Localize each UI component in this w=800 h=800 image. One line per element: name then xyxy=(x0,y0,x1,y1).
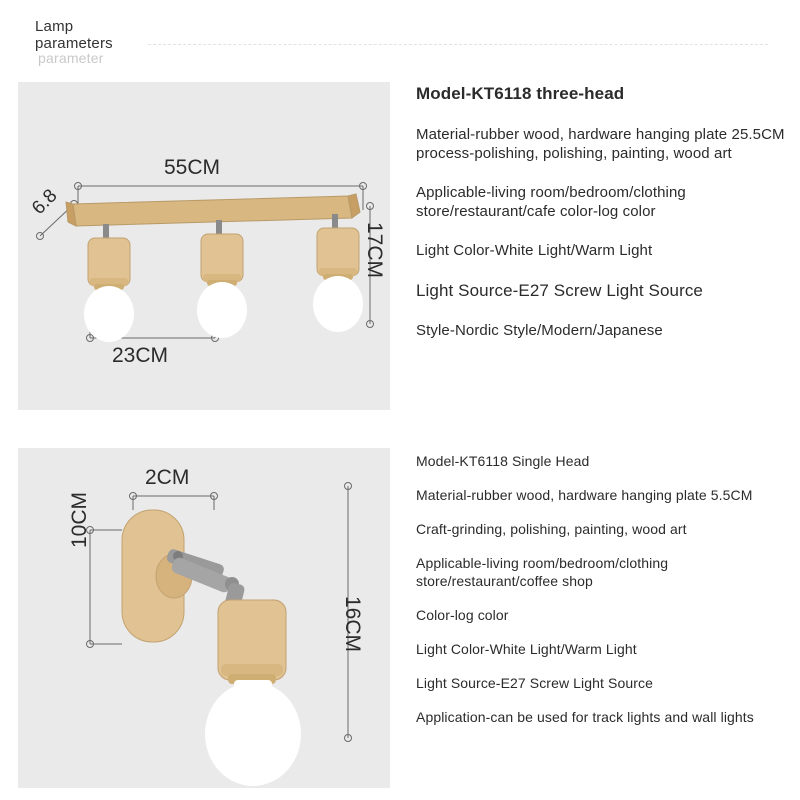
dimension-height-one: 17CM xyxy=(363,222,386,279)
product-two-specs xyxy=(416,452,788,742)
spec-applicable-one: Applicable-living room/bedroom/clothing store/restaurant/cafe color-log color xyxy=(416,184,686,220)
spec-material-one: Material-rubber wood, hardware hanging plate 25.5CM process-polishing, polishing, painting, wood art xyxy=(416,126,785,162)
three-head-lamp-drawing xyxy=(18,82,390,410)
page-header xyxy=(0,0,800,78)
product-one-specs xyxy=(416,84,786,360)
product-one-diagram xyxy=(18,82,390,410)
dimension-plate-two: 10CM xyxy=(68,491,91,548)
dimension-depth-one: 6.8 xyxy=(28,185,62,219)
spec-craft-two: Craft-grinding, polishing, painting, wood art xyxy=(416,521,687,537)
spec-light-source-two: Light Source-E27 Screw Light Source xyxy=(416,675,653,691)
dimension-height-two: 16CM xyxy=(341,596,364,653)
product-two-diagram xyxy=(18,448,390,788)
spec-color-two: Color-log color xyxy=(416,607,509,623)
page-subtitle: parameter xyxy=(38,50,104,66)
dimension-length-one: 55CM xyxy=(164,156,221,179)
dimension-spacing-one: 23CM xyxy=(112,344,169,367)
spec-application-two: Application-can be used for track lights and wall lights xyxy=(416,709,754,725)
spec-light-source-one: Light Source-E27 Screw Light Source xyxy=(416,281,703,300)
header-divider xyxy=(148,44,768,45)
spec-material-two: Material-rubber wood, hardware hanging plate 5.5CM xyxy=(416,487,753,503)
spec-light-color-two: Light Color-White Light/Warm Light xyxy=(416,641,637,657)
dimension-width-two: 2CM xyxy=(145,466,190,489)
spec-style-one: Style-Nordic Style/Modern/Japanese xyxy=(416,322,663,339)
spec-light-color-one: Light Color-White Light/Warm Light xyxy=(416,242,653,259)
spec-model-one: Model-KT6118 three-head xyxy=(416,84,625,103)
spec-applicable-two: Applicable-living room/bedroom/clothing store/restaurant/coffee shop xyxy=(416,555,669,589)
page-title: Lamp parameters xyxy=(35,18,113,52)
spec-model-two: Model-KT6118 Single Head xyxy=(416,453,590,469)
